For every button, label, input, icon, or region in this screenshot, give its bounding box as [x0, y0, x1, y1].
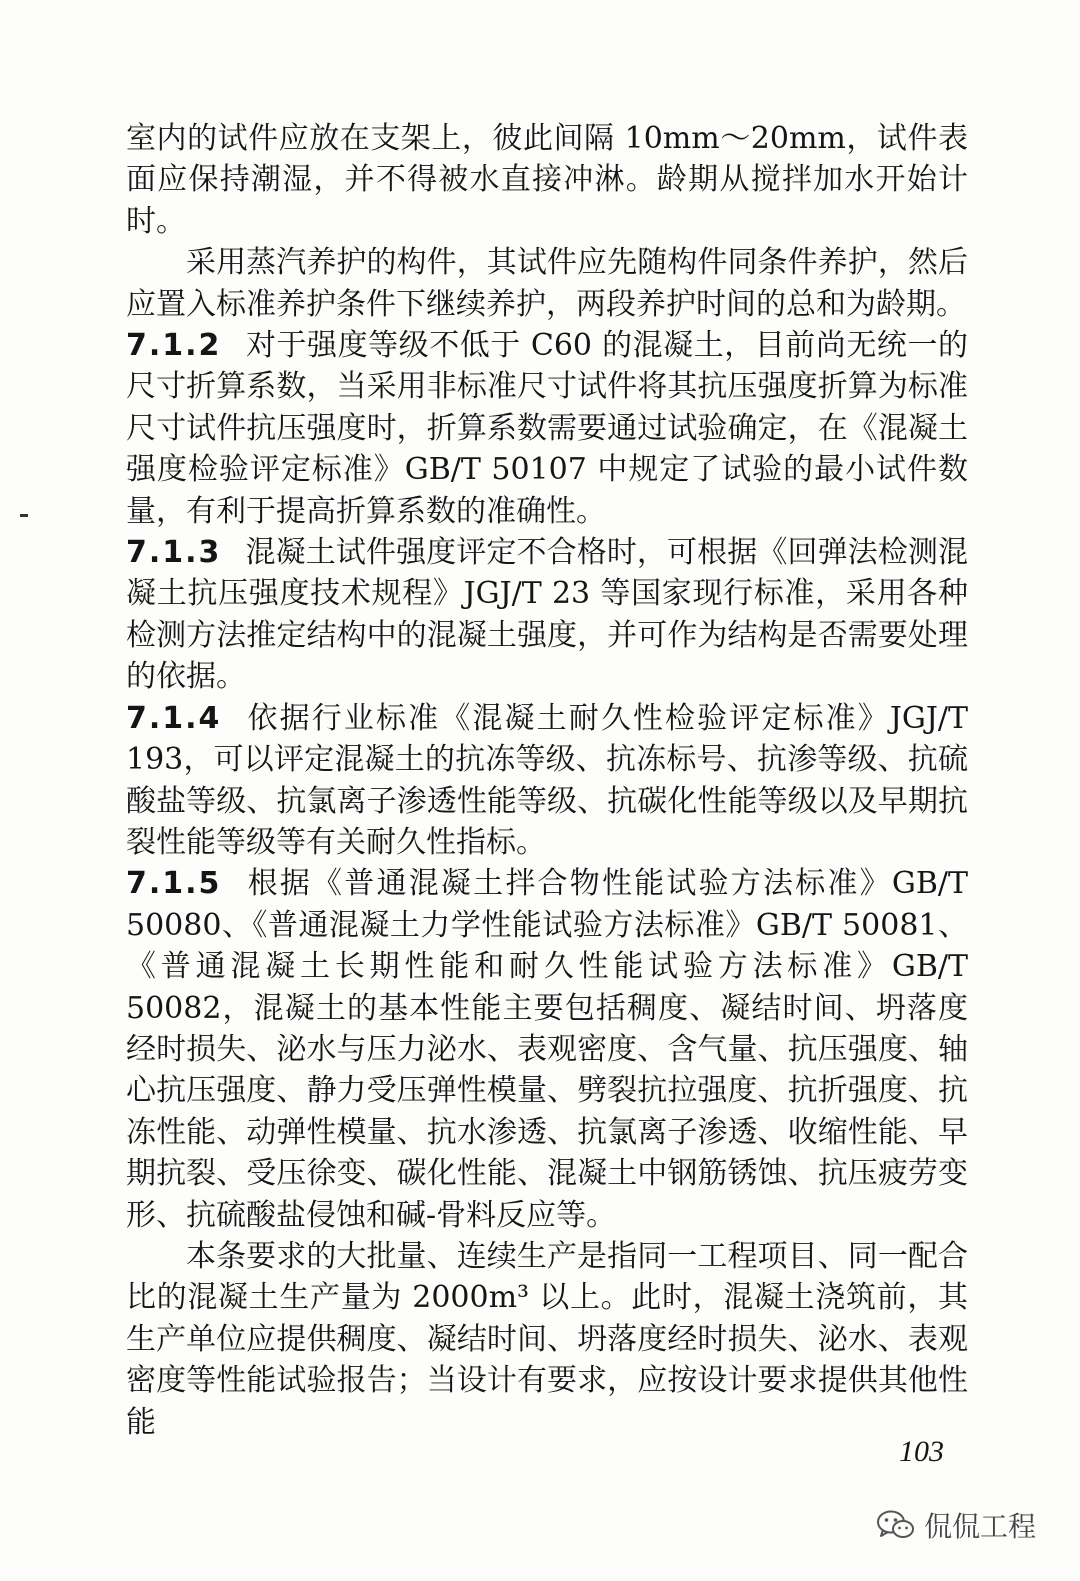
- clause-paragraph: [126, 532, 968, 698]
- clause-paragraph: [126, 863, 968, 1236]
- body-paragraph: [126, 242, 968, 325]
- paragraph-text: 混凝土试件强度评定不合格时，可根据《回弹法检测混凝土抗压强度技术规程》JGJ/T 23 等国家现行标准，采用各种检测方法推定结构中的混凝土强度，并可作为结构是否需要处理的依据。: [126, 535, 968, 695]
- clause-number: 7.1.5: [126, 866, 222, 902]
- page-number: 103: [899, 1435, 944, 1468]
- paragraph-text: 根据《普通混凝土拌合物性能试验方法标准》GB/T 50080、《普通混凝土力学性能试验方法标准》GB/T 50081、《普通混凝土长期性能和耐久性能试验方法标准》GB/T 50082，混凝土的基本性能主要包括稠度、凝结时间、坍落度经时损失、泌水与压力泌水、表观密度、含气量、抗压强度、轴心抗压强度、静力受压弹性模量、劈裂抗拉强度、抗折强度、抗冻性能、动弹性模量、抗水渗透、抗氯离子渗透、收缩性能、早期抗裂、受压徐变、碳化性能、混凝土中钢筋锈蚀、抗压疲劳变形、抗硫酸盐侵蚀和碱-骨料反应等。: [126, 866, 968, 1233]
- clause-number: 7.1.2: [126, 328, 222, 364]
- document-body: [126, 118, 968, 1443]
- body-paragraph: [126, 118, 968, 242]
- paragraph-text: 对于强度等级不低于 C60 的混凝土，目前尚无统一的尺寸折算系数，当采用非标准尺寸试件将其抗压强度折算为标准尺寸试件抗压强度时，折算系数需要通过试验确定，在《混凝土强度检验评定标准》GB/T 50107 中规定了试验的最小试件数量，有利于提高折算系数的准确性。: [126, 328, 968, 529]
- paragraph-text: 依据行业标准《混凝土耐久性检验评定标准》JGJ/T 193，可以评定混凝土的抗冻等级、抗冻标号、抗渗等级、抗硫酸盐等级、抗氯离子渗透性能等级、抗碳化性能等级以及早期抗裂性能等级等有关耐久性指标。: [126, 700, 968, 860]
- clause-number: 7.1.4: [126, 700, 222, 736]
- wechat-icon: [876, 1509, 916, 1541]
- paragraph-text: 本条要求的大批量、连续生产是指同一工程项目、同一配合比的混凝土生产量为 2000m³ 以上。此时，混凝土浇筑前，其生产单位应提供稠度、凝结时间、坍落度经时损失、泌水、表观密度等性能试验报告；当设计有要求，应按设计要求提供其他性能: [126, 1238, 968, 1440]
- paragraph-text: 采用蒸汽养护的构件，其试件应先随构件同条件养护，然后应置入标准养护条件下继续养护，两段养护时间的总和为龄期。: [126, 245, 968, 322]
- clause-paragraph: [126, 698, 968, 864]
- clause-paragraph: [126, 325, 968, 532]
- watermark-text: 侃侃工程: [923, 1510, 1036, 1543]
- clause-number: 7.1.3: [126, 535, 222, 571]
- body-paragraph: [126, 1236, 968, 1443]
- paragraph-text: 室内的试件应放在支架上，彼此间隔 10mm～20mm，试件表面应保持潮湿，并不得被水直接冲淋。龄期从搅拌加水开始计时。: [126, 121, 968, 239]
- margin-mark: [20, 514, 28, 517]
- watermark: [876, 1505, 1036, 1545]
